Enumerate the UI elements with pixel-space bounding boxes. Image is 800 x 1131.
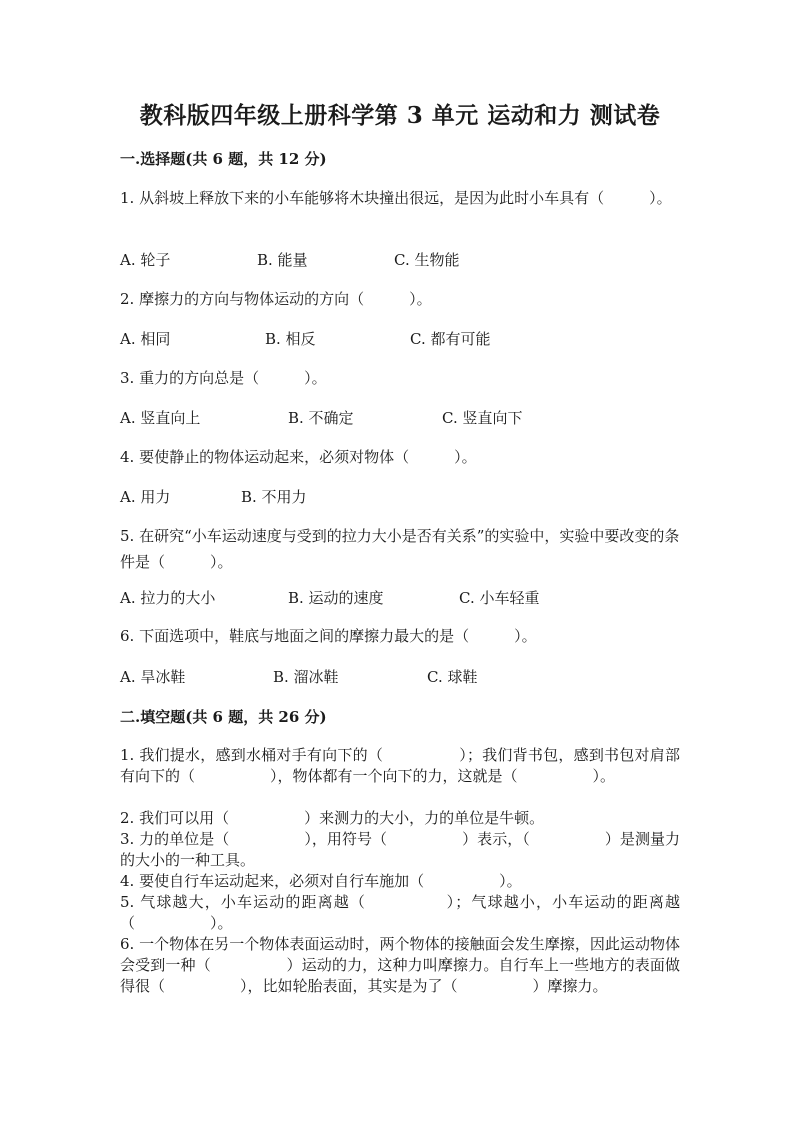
question-4: 4. 要使静止的物体运动起来，必须对物体（ ）。 [120,448,477,466]
question-2: 2. 摩擦力的方向与物体运动的方向（ ）。 [120,290,432,308]
option-b: B. 运动的速度 [288,589,384,607]
fill-item-1: 1. 我们提水，感到水桶对手有向下的（ ）；我们背书包，感到书包对肩部有向下的（ ），物体都有一个向下的力，这就是（ ）。 [120,746,680,785]
option-a: A. 用力 [120,488,171,506]
fill-item-3: 3. 力的单位是（ ），用符号（ ）表示，（ ）是测量力的大小的一种工具。 [120,830,680,869]
option-b: B. 能量 [257,251,308,269]
option-b: B. 溜冰鞋 [273,668,339,686]
question-1: 1. 从斜坡上释放下来的小车能够将木块撞出很远，是因为此时小车具有（ ）。 [120,189,672,207]
option-b: B. 不用力 [241,488,307,506]
page-title: 教科版四年级上册科学第 3 单元 运动和力 测试卷 [139,102,661,129]
question-3: 3. 重力的方向总是（ ）。 [120,369,327,387]
option-c: C. 竖直向下 [442,409,523,427]
option-c: C. 生物能 [394,251,460,269]
option-a: A. 拉力的大小 [120,589,216,607]
option-c: C. 都有可能 [410,330,491,348]
option-a: A. 竖直向上 [120,409,201,427]
fill-item-2: 2. 我们可以用（ ）来测力的大小，力的单位是牛顿。 [120,809,545,827]
section-heading-fill: 二.填空题(共 6 题，共 26 分) [120,708,327,726]
option-b: B. 不确定 [288,409,354,427]
fill-item-4: 4. 要使自行车运动起来，必须对自行车施加（ ）。 [120,872,522,890]
fill-item-6: 6. 一个物体在另一个物体表面运动时，两个物体的接触面会发生摩擦，因此运动物体会受到一种（ ）运动的力，这种力叫摩擦力。自行车上一些地方的表面做得很（ ），比如轮胎表面，其实是为了（ ）摩擦力。 [120,935,680,995]
option-c: C. 小车轻重 [459,589,540,607]
option-a: A. 轮子 [120,251,171,269]
section-heading-choice: 一.选择题(共 6 题，共 12 分) [120,150,327,168]
question-5: 5. 在研究“小车运动速度与受到的拉力大小是否有关系”的实验中，实验中要改变的条件是（ ）。 [120,527,680,571]
option-c: C. 球鞋 [427,668,478,686]
option-b: B. 相反 [265,330,316,348]
question-6: 6. 下面选项中，鞋底与地面之间的摩擦力最大的是（ ）。 [120,627,537,645]
fill-item-5: 5. 气球越大，小车运动的距离越（ ）；气球越小，小车运动的距离越（ ）。 [120,893,680,932]
option-a: A. 旱冰鞋 [120,668,186,686]
option-a: A. 相同 [120,330,171,348]
